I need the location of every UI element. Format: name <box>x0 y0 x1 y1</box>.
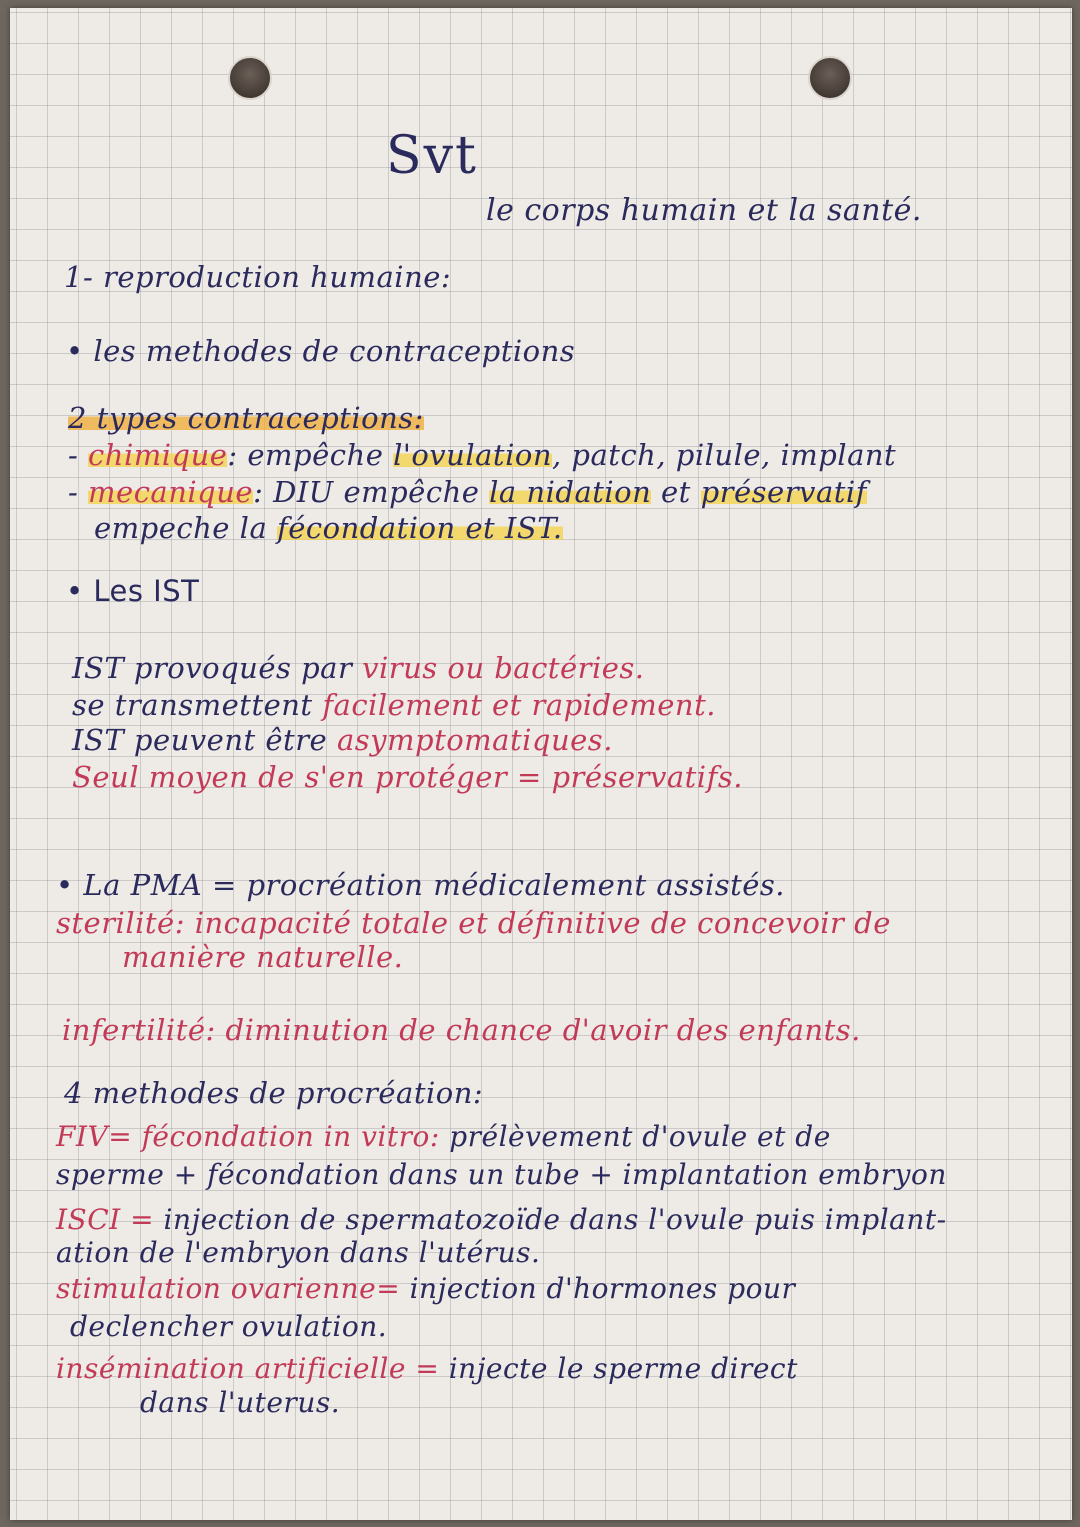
mecanique-text-c: et <box>651 475 701 509</box>
fiv-text-a: prélèvement d'ovule et de <box>449 1120 831 1153</box>
ist-l1a: IST provoqués par <box>72 651 363 685</box>
mecanique-text-a: : DIU empêche <box>253 475 490 509</box>
fiv-label: FIV= fécondation in vitro: <box>56 1120 450 1153</box>
chimique-label: chimique <box>88 438 228 472</box>
bullet-contraception-methods: • les methodes de contraceptions <box>66 334 575 368</box>
mecanique-text-d: préservatif <box>700 475 867 509</box>
fiv-line-2: sperme + fécondation dans un tube + implantation embryon <box>56 1158 947 1191</box>
stim-text-a: injection d'hormones pour <box>409 1272 796 1305</box>
isci-line-1 <box>56 1203 947 1236</box>
punch-hole-left <box>228 56 272 100</box>
stim-line-1 <box>56 1272 795 1305</box>
punch-hole-right <box>808 56 852 100</box>
contraception-types-text: 2 types contraceptions: <box>68 401 424 435</box>
ist-l2a: se transmettent <box>72 688 323 722</box>
ist-line-1 <box>72 651 645 685</box>
infertilite-line <box>62 1013 861 1047</box>
isci-label: ISCI = <box>56 1203 164 1236</box>
insem-text-a: injecte le sperme direct <box>448 1352 798 1385</box>
ist-l3a: IST peuvent être <box>72 723 337 757</box>
contraception-mecanique-line-2 <box>94 511 563 545</box>
contraception-mecanique-line: - mecanique: DIU empêche la nidation et préservatif <box>68 475 867 509</box>
chimique-text-a: : empêche <box>227 438 394 472</box>
contraception-types-heading <box>68 401 424 435</box>
mecanique-text-b: la nidation <box>489 475 652 509</box>
sterilite-line-1: sterilité: incapacité totale et définitive de concevoir de <box>56 906 891 940</box>
ist-line-4: Seul moyen de s'en protéger = préservatifs. <box>72 760 743 794</box>
section-heading-reproduction: 1- reproduction humaine: <box>64 260 452 294</box>
isci-text-a: injection de spermatozoïde dans l'ovule puis implant- <box>163 1203 947 1236</box>
isci-line-2: ation de l'embryon dans l'utérus. <box>56 1236 541 1269</box>
infertilite-label: infertilité: <box>62 1013 226 1047</box>
ist-line-3 <box>72 723 613 757</box>
chimique-text-c: , patch, pilule, implant <box>552 438 897 472</box>
bullet-ist: • Les IST <box>66 574 199 608</box>
fiv-line-1 <box>56 1120 831 1153</box>
methods-heading: 4 methodes de procréation: <box>64 1076 484 1110</box>
page-title: Svt <box>386 126 478 186</box>
mecanique-text-e: empeche la <box>94 511 277 545</box>
ist-l3b: asymptomatiques. <box>336 723 613 757</box>
mecanique-text-f: fécondation et IST. <box>276 511 563 545</box>
insem-line-1 <box>56 1352 798 1385</box>
contraception-chimique-line: - chimique: empêche l'ovulation, patch, pilule, implant <box>68 438 897 472</box>
ist-l1b: virus ou bactéries. <box>362 651 645 685</box>
infertilite-text: diminution de chance d'avoir des enfants. <box>225 1013 861 1047</box>
bullet-pma: • La PMA = procréation médicalement assistés. <box>56 868 785 902</box>
page-subtitle: le corps humain et la santé. <box>486 193 922 228</box>
insem-label: insémination artificielle = <box>56 1352 449 1385</box>
ist-line-2 <box>72 688 716 722</box>
sterilite-line-2: manière naturelle. <box>122 940 404 974</box>
chimique-text-b: l'ovulation <box>393 438 552 472</box>
notebook-page <box>10 8 1072 1520</box>
insem-line-2: dans l'uterus. <box>140 1386 341 1419</box>
mecanique-label: mecanique <box>88 475 254 509</box>
stim-line-2: declencher ovulation. <box>70 1310 388 1343</box>
stim-label: stimulation ovarienne= <box>56 1272 410 1305</box>
ist-l2b: facilement et rapidement. <box>322 688 716 722</box>
